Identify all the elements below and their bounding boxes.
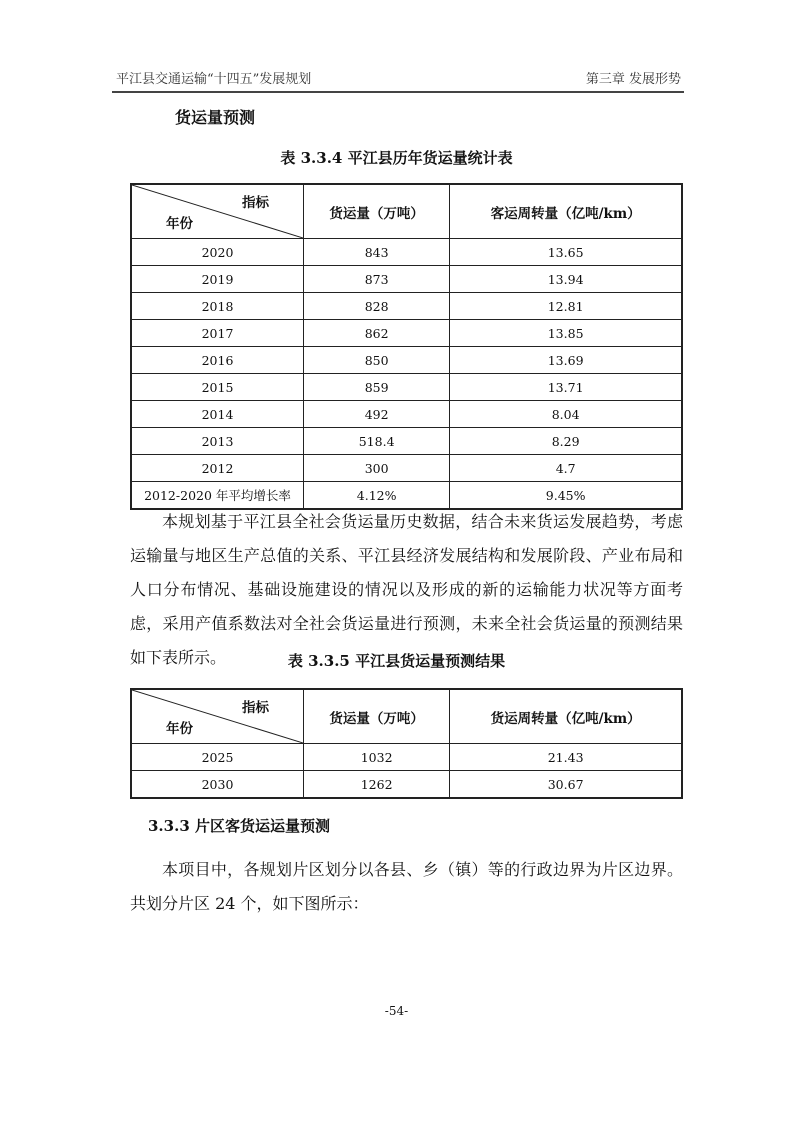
year-cell: 2025 <box>131 744 304 771</box>
turnover-cell: 13.69 <box>450 347 682 374</box>
freight-forecast-table <box>130 688 683 799</box>
table-row <box>131 771 682 799</box>
freight-cell: 518.4 <box>304 428 450 455</box>
table-row <box>131 293 682 320</box>
corner-indicator-label: 指标 <box>242 195 269 211</box>
freight-cell: 859 <box>304 374 450 401</box>
turnover-cell: 13.85 <box>450 320 682 347</box>
freight-cell: 862 <box>304 320 450 347</box>
corner-header <box>131 689 304 744</box>
turnover-cell: 13.71 <box>450 374 682 401</box>
freight-cell: 873 <box>304 266 450 293</box>
freight-cell: 492 <box>304 401 450 428</box>
corner-header <box>131 184 304 239</box>
corner-indicator-label: 指标 <box>242 700 269 716</box>
turnover-cell: 21.43 <box>450 744 682 771</box>
freight-cell: 1032 <box>304 744 450 771</box>
table2-caption: 表 3.3.5 平江县货运量预测结果 <box>287 652 506 670</box>
turnover-cell: 4.7 <box>450 455 682 482</box>
table-row <box>131 374 682 401</box>
freight-cell: 300 <box>304 455 450 482</box>
turnover-cell: 13.65 <box>450 239 682 266</box>
running-header-chapter: 第三章 发展形势 <box>585 72 681 87</box>
table-row <box>131 744 682 771</box>
col-header-turnover: 货运周转量（亿吨/km） <box>450 689 682 744</box>
table-row <box>131 455 682 482</box>
col-header-freight: 货运量（万吨） <box>304 689 450 744</box>
turnover-cell: 8.04 <box>450 401 682 428</box>
year-cell: 2030 <box>131 771 304 799</box>
year-cell: 2015 <box>131 374 304 401</box>
col-header-freight: 货运量（万吨） <box>304 184 450 239</box>
year-cell: 2018 <box>131 293 304 320</box>
table1-caption: 表 3.3.4 平江县历年货运量统计表 <box>280 149 513 167</box>
table-row <box>131 401 682 428</box>
turnover-cell: 30.67 <box>450 771 682 799</box>
freight-history-table <box>130 183 683 510</box>
turnover-cell: 12.81 <box>450 293 682 320</box>
paragraph-methodology: 本规划基于平江县全社会货运量历史数据，结合未来货运发展趋势，考虑运输量与地区生产总值的关系、平江县经济发展结构和发展阶段、产业布局和人口分布情况、基础设施建设的情况以及形成的新的运输能力状况等方面考虑，采用产值系数法对全社会货运量进行预测，未来全社会货运量的预测结果如下表所示。 <box>130 512 683 667</box>
table-row <box>131 239 682 266</box>
freight-cell: 4.12% <box>304 482 450 510</box>
freight-cell: 843 <box>304 239 450 266</box>
table-row <box>131 428 682 455</box>
year-cell: 2012-2020 年平均增长率 <box>131 482 304 510</box>
table-row <box>131 347 682 374</box>
year-cell: 2013 <box>131 428 304 455</box>
table-row <box>131 266 682 293</box>
corner-year-label: 年份 <box>166 721 193 737</box>
page-number: -54- <box>384 1004 409 1018</box>
year-cell: 2017 <box>131 320 304 347</box>
subsection-title: 3.3.3 片区客货运运量预测 <box>148 817 330 835</box>
year-cell: 2012 <box>131 455 304 482</box>
freight-cell: 1262 <box>304 771 450 799</box>
freight-cell: 850 <box>304 347 450 374</box>
header-rule <box>112 91 684 93</box>
turnover-cell: 8.29 <box>450 428 682 455</box>
year-cell: 2019 <box>131 266 304 293</box>
running-header-title: 平江县交通运输“十四五”发展规划 <box>116 72 312 87</box>
year-cell: 2016 <box>131 347 304 374</box>
year-cell: 2020 <box>131 239 304 266</box>
section-title: 货运量预测 <box>175 108 256 127</box>
year-cell: 2014 <box>131 401 304 428</box>
table-row <box>131 320 682 347</box>
col-header-turnover: 客运周转量（亿吨/km） <box>450 184 682 239</box>
paragraph-zones: 本项目中，各规划片区划分以各县、乡（镇）等的行政边界为片区边界。共划分片区 24 个，如下图所示： <box>130 860 683 913</box>
turnover-cell: 9.45% <box>450 482 682 510</box>
freight-cell: 828 <box>304 293 450 320</box>
corner-year-label: 年份 <box>166 216 193 232</box>
turnover-cell: 13.94 <box>450 266 682 293</box>
